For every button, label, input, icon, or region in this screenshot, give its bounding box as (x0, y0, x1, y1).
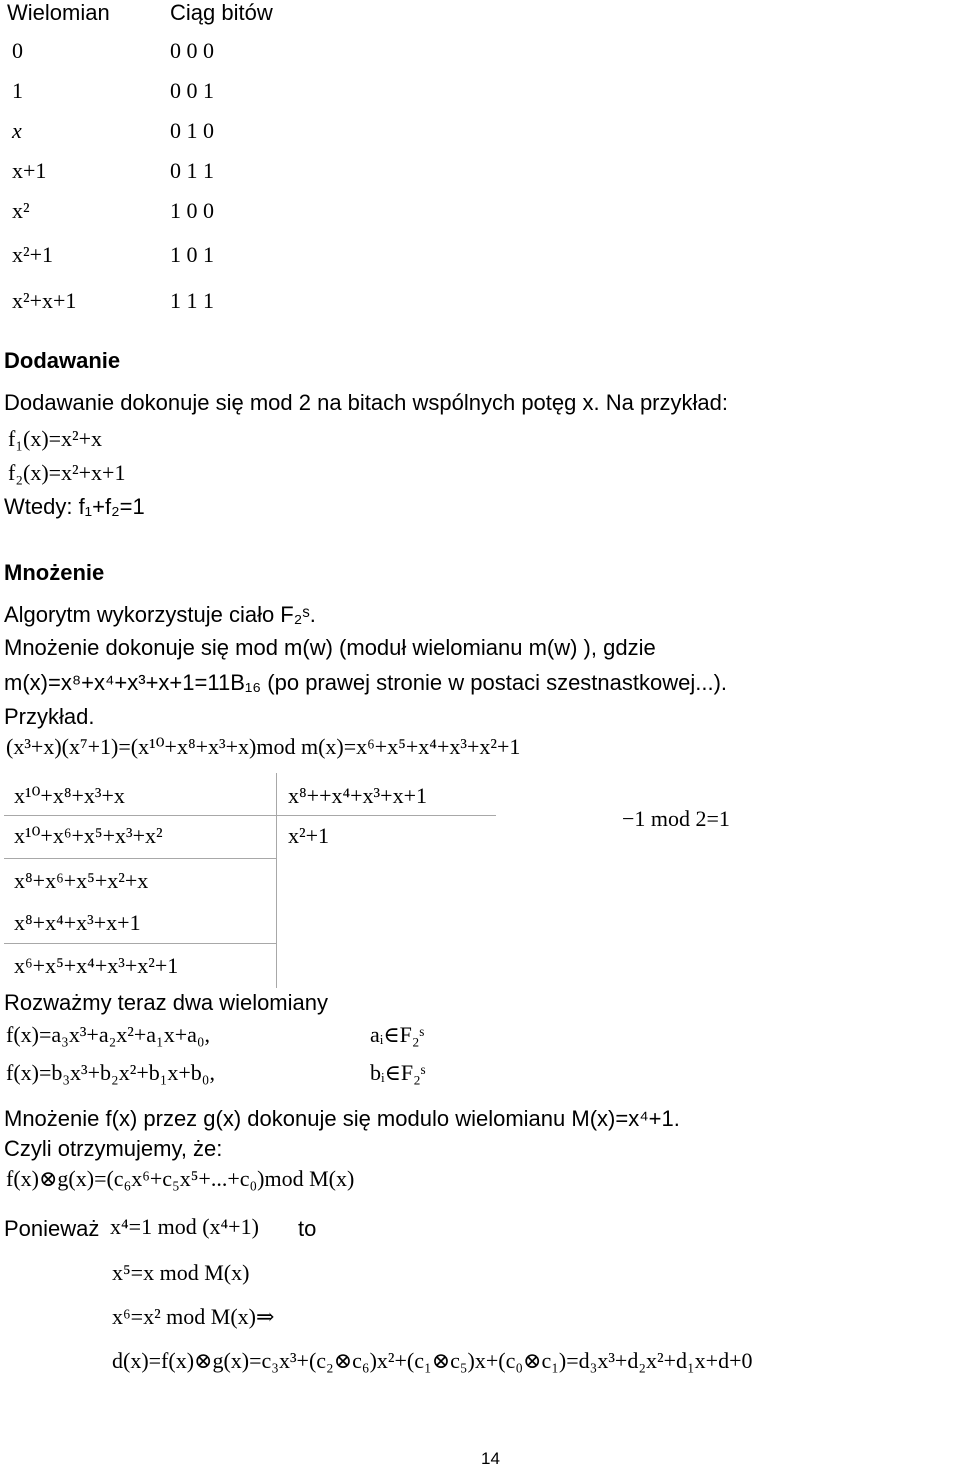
table-row-poly: 1 (12, 78, 23, 103)
equation-d: d(x)=f(x)⊗g(x)=c₃x³+(c₂⊗c₆)x²+(c₁⊗c₅)x+(c₀⊗c₁)=d₃x³+d₂x²+d₁x+d+0 (112, 1348, 753, 1373)
division-line (4, 815, 496, 816)
table-row-poly: 0 (12, 38, 23, 63)
division-dividend: x¹⁰+x⁸+x³+x (14, 783, 125, 808)
section-heading-multiplication: Mnożenie (4, 560, 105, 585)
table-row-bits: 1 0 0 (170, 198, 214, 223)
product-equation: f(x)⊗g(x)=(c₆x⁶+c₅x⁵+...+c₀)mod M(x) (6, 1166, 355, 1191)
table-row-bits: 1 0 1 (170, 242, 214, 267)
division-line (4, 943, 276, 944)
division-note: −1 mod 2=1 (622, 806, 730, 831)
multiplication-modulo-line: Mnożenie f(x) przez g(x) dokonuje się modulo wielomianu M(x)=x⁴+1. (4, 1106, 680, 1131)
equation-x6: x⁶=x² mod M(x)⇒ (112, 1304, 275, 1329)
table-row-bits: 0 1 0 (170, 118, 214, 143)
multiplication-field: Algorytm wykorzystuje ciało F₂ˢ. (4, 602, 316, 627)
page-number: 14 (481, 1449, 500, 1468)
equation-x5: x⁵=x mod M(x) (112, 1260, 250, 1285)
division-step: x⁸+x⁴+x³+x+1 (14, 910, 141, 935)
table-row-poly: x² (12, 198, 30, 223)
table-header-polynomial: Wielomian (7, 0, 110, 25)
division-quotient: x²+1 (288, 823, 330, 848)
multiplication-modulus: Mnożenie dokonuje się mod m(w) (moduł wielomianu m(w) ), gdzie (4, 635, 656, 660)
example-equation: (x³+x)(x⁷+1)=(x¹⁰+x⁸+x³+x)mod m(x)=x⁶+x⁵+x⁴+x³+x²+1 (6, 734, 521, 759)
equation-f2: f₂(x)=x²+x+1 (8, 460, 126, 485)
table-row-poly: x (12, 118, 22, 143)
table-row-bits: 0 0 0 (170, 38, 214, 63)
condition-a: aᵢ∈F₂ˢ (370, 1022, 425, 1047)
since-to: to (298, 1216, 317, 1241)
equation-f1: f₁(x)=x²+x (8, 426, 103, 451)
result-intro: Czyli otrzymujemy, że: (4, 1136, 223, 1161)
table-row-bits: 1 1 1 (170, 288, 214, 313)
division-remainder: x⁶+x⁵+x⁴+x³+x²+1 (14, 953, 179, 978)
addition-result: Wtedy: f₁+f₂=1 (4, 494, 145, 519)
division-divisor: x⁸++x⁴+x³+x+1 (288, 783, 427, 808)
polynomial-g: f(x)=b₃x³+b₂x²+b₁x+b₀, (6, 1060, 215, 1085)
example-label: Przykład. (4, 704, 95, 729)
division-step: x⁸+x⁶+x⁵+x²+x (14, 868, 149, 893)
addition-intro: Dodawanie dokonuje się mod 2 na bitach wspólnych potęg x. Na przykład: (4, 390, 728, 415)
table-row-poly: x²+1 (12, 242, 54, 267)
table-header-bits: Ciąg bitów (170, 0, 273, 25)
table-row-poly: x+1 (12, 158, 47, 183)
division-line (4, 858, 276, 859)
division-step: x¹⁰+x⁶+x⁵+x³+x² (14, 823, 163, 848)
table-row-poly: x²+x+1 (12, 288, 77, 313)
modulus-polynomial: m(x)=x⁸+x⁴+x³+x+1=11B₁₆ (po prawej stronie w postaci szestnastkowej...). (4, 670, 728, 695)
polynomial-f: f(x)=a₃x³+a₂x²+a₁x+a₀, (6, 1022, 211, 1047)
table-row-bits: 0 0 1 (170, 78, 214, 103)
since-equation: x⁴=1 mod (x⁴+1) (110, 1214, 259, 1239)
consider-intro: Rozważmy teraz dwa wielomiany (4, 990, 328, 1015)
condition-b: bᵢ∈F₂ˢ (370, 1060, 426, 1085)
division-separator (276, 773, 277, 988)
since-label: Ponieważ (4, 1216, 100, 1241)
section-heading-addition: Dodawanie (4, 348, 121, 373)
table-row-bits: 0 1 1 (170, 158, 214, 183)
